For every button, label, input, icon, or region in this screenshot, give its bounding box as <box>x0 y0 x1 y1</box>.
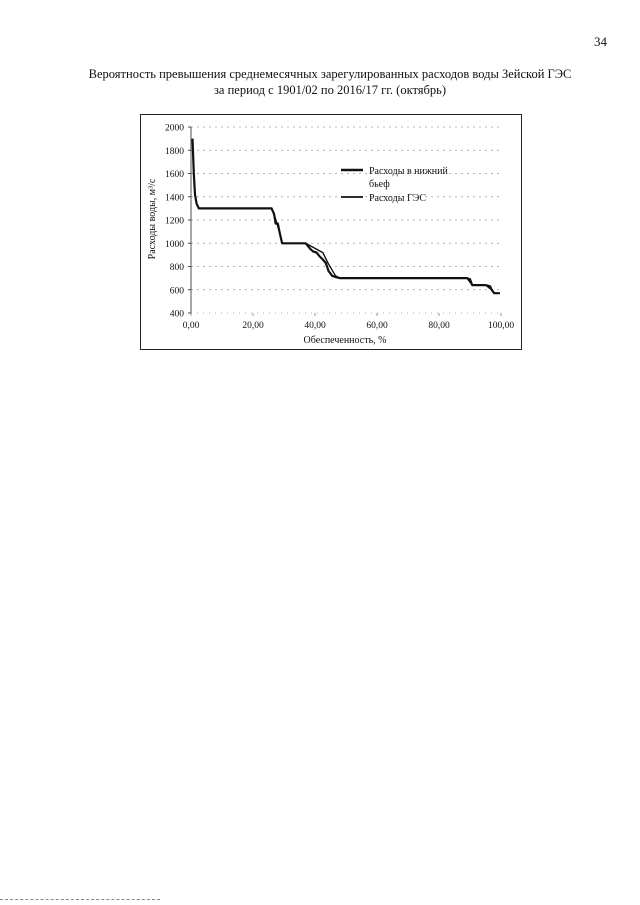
title-line-1: Вероятность превышения среднемесячных зарегулированных расходов воды Зейской ГЭС <box>88 67 572 81</box>
axis-layer <box>165 124 514 332</box>
title-line-2: за период с 1901/02 по 2016/17 гг. (октябрь) <box>213 83 447 97</box>
y-tick-label: 800 <box>169 263 184 273</box>
page-title <box>60 66 600 98</box>
y-tick-label: 2000 <box>165 123 184 134</box>
series-layer <box>193 139 500 294</box>
x-axis-title: Обеспеченность, % <box>303 335 387 346</box>
legend-label-outflow-line1: Расходы в нижний <box>369 166 448 177</box>
x-tick-label: 40,00 <box>304 321 326 331</box>
page-number: 34 <box>594 34 607 49</box>
chart-svg <box>141 115 521 349</box>
x-tick-label: 20,00 <box>242 321 264 331</box>
footer-rule <box>0 899 160 900</box>
legend-label-hpp: Расходы ГЭС <box>369 193 426 204</box>
x-tick-label: 60,00 <box>366 321 388 331</box>
x-tick-label: 100,00 <box>487 321 515 331</box>
y-tick-label: 400 <box>169 309 184 320</box>
legend-label-outflow-line2: бьеф <box>369 179 390 190</box>
x-tick-label: 0,00 <box>182 321 200 331</box>
y-tick-label: 1800 <box>165 146 184 157</box>
x-tick-label: 80,00 <box>428 321 450 331</box>
legend <box>341 166 448 204</box>
y-tick-label: 1200 <box>165 216 184 227</box>
y-tick-label: 1400 <box>165 193 184 204</box>
y-tick-label: 1000 <box>165 239 184 250</box>
y-axis-title: Расходы воды, м³/с <box>147 178 158 260</box>
series-line-outflow <box>193 139 500 294</box>
chart-frame <box>140 114 522 350</box>
y-tick-label: 600 <box>169 286 184 297</box>
y-tick-label: 1600 <box>165 170 184 180</box>
